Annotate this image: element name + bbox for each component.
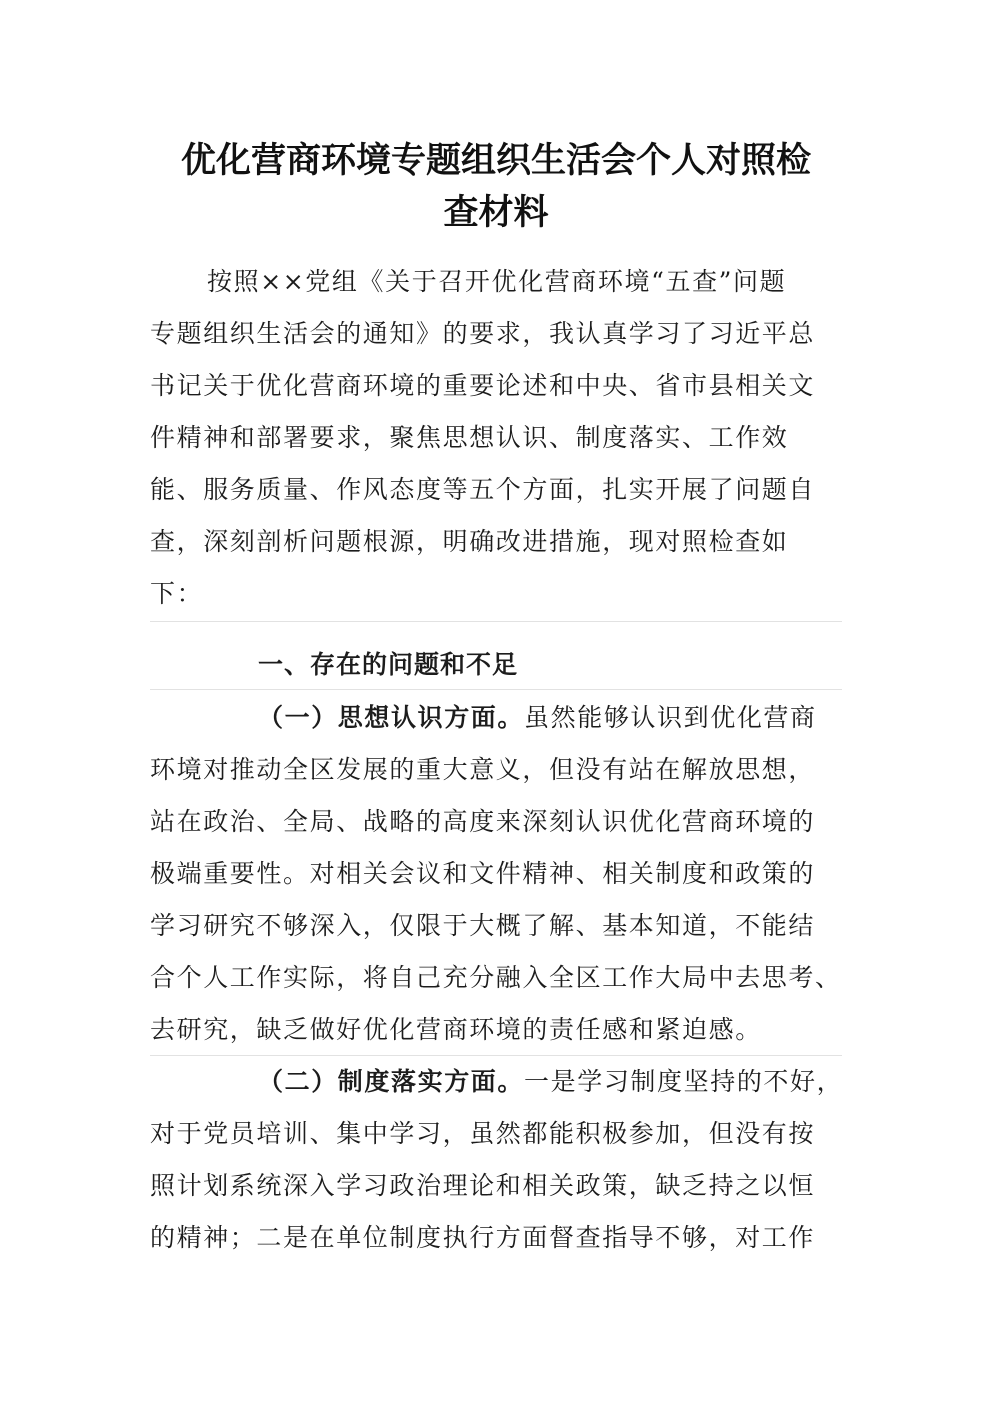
item1-first-line [258,701,817,735]
divider [150,689,842,690]
item1-first-rest: 虽然能够认识到优化营商 [524,703,817,732]
item1-line: 站在政治、全局、战略的高度来深刻认识优化营商环境的 [150,807,816,836]
item1-line: 环境对推动全区发展的重大意义，但没有站在解放思想， [150,755,816,784]
item2-first-line [258,1065,843,1099]
section-heading: 一、存在的问题和不足 [258,650,519,679]
item2-line: 照计划系统深入学习政治理论和相关政策，缺乏持之以恒 [150,1171,816,1200]
intro-line-4: 件精神和部署要求，聚焦思想认识、制度落实、工作效 [150,423,789,452]
intro-line-5: 能、服务质量、作风态度等五个方面，扎实开展了问题自 [150,475,816,504]
item2-lead: （二）制度落实方面。 [258,1067,525,1096]
divider [150,1055,842,1056]
intro-line-6: 查，深刻剖析问题根源，明确改进措施，现对照检查如 [150,527,789,556]
item1-line: 去研究，缺乏做好优化营商环境的责任感和紧迫感。 [150,1015,762,1044]
item1-line: 合个人工作实际，将自己充分融入全区工作大局中去思考、 [150,963,842,992]
item1-line: 极端重要性。对相关会议和文件精神、相关制度和政策的 [150,859,816,888]
item2-first-rest: 一是学习制度坚持的不好， [524,1067,844,1096]
divider [150,621,842,622]
item2-line: 的精神；二是在单位制度执行方面督查指导不够，对工作 [150,1223,816,1252]
intro-line-2: 专题组织生活会的通知》的要求，我认真学习了习近平总 [150,319,816,348]
item1-line: 学习研究不够深入，仅限于大概了解、基本知道，不能结 [150,911,816,940]
document-title-line-2: 查材料 [443,193,549,233]
document-title-line-1: 优化营商环境专题组织生活会个人对照检 [180,141,811,181]
intro-line-7: 下： [150,579,204,608]
intro-line-3: 书记关于优化营商环境的重要论述和中央、省市县相关文 [150,371,816,400]
item2-line: 对于党员培训、集中学习，虽然都能积极参加，但没有按 [150,1119,816,1148]
item1-lead: （一）思想认识方面。 [258,703,525,732]
intro-line-1: 按照××党组《关于召开优化营商环境“五查”问题 [207,267,787,296]
